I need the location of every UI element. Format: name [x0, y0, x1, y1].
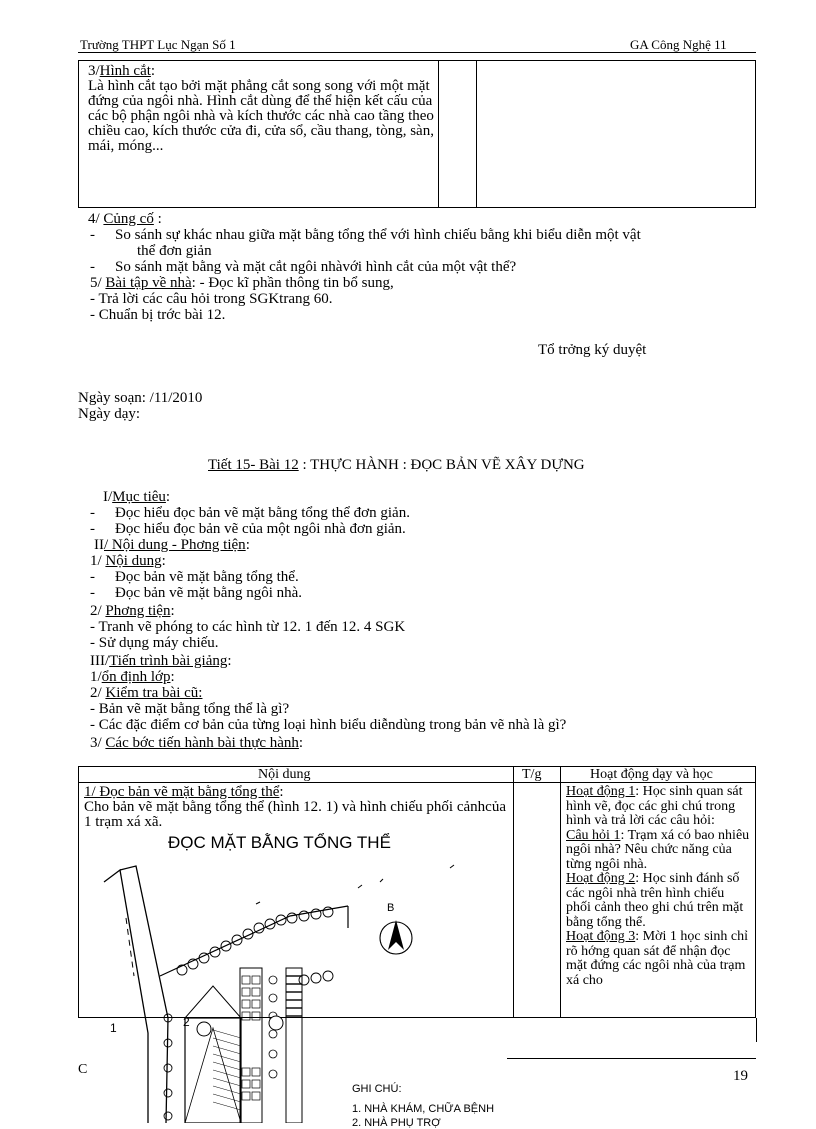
muctieu-dash-1: - [90, 505, 95, 521]
kiemtra-q1: - Bản vẽ mặt bằng tổng thể là gì? [90, 701, 290, 717]
tientrinh-heading: III/Tiến trình bài giảng: [90, 653, 232, 669]
main-table-right-extension [756, 1018, 757, 1042]
page-number: 19 [733, 1068, 748, 1084]
muctieu-item-2: Đọc hiểu đọc bản vẽ của một ngôi nhà đơn giản. [115, 521, 406, 537]
noidung-item-1: Đọc bản vẽ mặt bằng tổng thể. [115, 569, 299, 585]
header-rule [78, 52, 756, 53]
baitap-heading: 5/ Bài tập về nhà: - Đọc kĩ phần thông tin bổ sung, [90, 275, 394, 291]
col-header-noidung: Nội dung [258, 767, 311, 782]
noidung-dash-1: - [90, 569, 95, 585]
cungco-heading: 4/ Củng cố : [88, 211, 162, 227]
phuongtien-heading: 2/ Phơng tiện: [90, 603, 175, 619]
header-school: Trường THPT Lục Ngạn Số 1 [80, 37, 236, 52]
top-table-content: 3/Hình cắt: Là hình cắt tạo bởi mặt phẳng cắt song song với một mặt đứng của ngôi nhà. Hình cắt dùng để thể hiện kết cấu của các bộ phận ngôi nhà và kích thước các nhà cao tầng theo chiều cao, kích thước cửa đi, cửa sổ, cầu thang, tòng, sàn, mái, móng... [88, 63, 434, 154]
muctieu-dash-2: - [90, 521, 95, 537]
muctieu-heading: I/Mục tiêu: [103, 489, 171, 505]
kiemtra-q2: - Các đặc điểm cơ bản của từng loại hình biểu diễndùng trong bản vẽ nhà là gì? [90, 717, 567, 733]
ghichu-label: GHI CHÚ: [352, 1083, 402, 1095]
col-header-tg: T/g [522, 767, 542, 782]
cungco-dash-2: - [90, 259, 95, 275]
main-table-header-rule [78, 782, 756, 783]
figure-title: ĐỌC MẶT BẰNG TỔNG THỂ [168, 833, 391, 852]
ghichu-note-1: 1. NHÀ KHÁM, CHỮA BỆNH [352, 1103, 495, 1115]
doc-ban-ve-text: Cho bản vẽ mặt bằng tổng thể (hình 12. 1) và hình chiếu phối cảnhcủa 1 trạm xá xã. [84, 799, 506, 830]
date-soan: Ngày soạn: /11/2010 [78, 390, 203, 406]
site-plan-drawing [90, 858, 510, 1123]
building-label-1: 1 [110, 1021, 117, 1035]
kiemtra-heading: 2/ Kiểm tra bài cũ: [90, 685, 203, 701]
col-header-hoatdong: Hoạt động dạy và học [590, 767, 713, 782]
lesson-title: Tiết 15- Bài 12 : THỰC HÀNH : ĐỌC BẢN VẼ XÂY DỰNG [208, 457, 585, 473]
signature-line: Tổ trởng ký duyệt [538, 342, 647, 358]
ghichu-note-2: 2. NHÀ PHỤ TRỢ [352, 1117, 441, 1129]
hinh-cat-text: Là hình cắt tạo bởi mặt phẳng cắt song song với một mặt đứng của ngôi nhà. Hình cắt dùng để thể hiện kết cấu của các bộ phận ngôi nhà và kích thước các nhà cao tầng theo chiều cao, kích thước cửa đi, cửa sổ, cầu thang, tòng, sàn, mái, móng... [88, 78, 434, 154]
date-day: Ngày dạy: [78, 406, 141, 422]
cacbuoc-heading: 3/ Các bớc tiến hành bài thực hành: [90, 735, 304, 751]
main-right-cell: Hoạt động 1: Học sinh quan sát hình vẽ, đọc các ghi chú trong hình và trả lời các câu hỏi: Câu hỏi 1: Trạm xá có bao nhiêu ngôi nhà? Nêu chức năng của từng ngôi nhà. Hoạt động 2: Học sinh đánh số các ngôi nhà trên hình chiếu phối cảnh theo ghi chú trên mặt bằng tổng thể. Hoạt động 3: Mời 1 học sinh chỉ rõ hớng quan sát để nhận đọc mặt đứng các ngôi nhà của trạm xá cho [566, 785, 750, 988]
cungco-item-1: So sánh sự khác nhau giữa mặt bằng tổng thể với hình chiếu bằng khi biểu diễn một vật [115, 227, 641, 243]
noidung-item-2: Đọc bản vẽ mặt bằng ngôi nhà. [115, 585, 303, 601]
baitap-line-1: - Trả lời các câu hỏi trong SGKtrang 60. [90, 291, 333, 307]
doc-ban-ve-heading: 1/ Đọc bản vẽ mặt bằng tổng thể [84, 784, 280, 800]
north-label: B [387, 902, 395, 914]
noidung-heading: 1/ Nội dung: [90, 553, 166, 569]
cungco-item-1-cont: thể đơn giản [137, 243, 212, 259]
phuongtien-line-1: - Tranh vẽ phóng to các hình từ 12. 1 đến 12. 4 SGK [90, 619, 406, 635]
cungco-dash-1: - [90, 227, 95, 243]
header-subject: GA Công Nghệ 11 [630, 37, 727, 52]
muctieu-item-1: Đọc hiểu đọc bản vẽ mặt bằng tổng thể đơn giản. [115, 505, 410, 521]
noidung-dash-2: - [90, 585, 95, 601]
baitap-line-2: - Chuẩn bị trớc bài 12. [90, 307, 226, 323]
main-left-cell: 1/ Đọc bản vẽ mặt bằng tổng thể: Cho bản vẽ mặt bằng tổng thể (hình 12. 1) và hình chiếu phối cảnhcủa 1 trạm xá xã. [84, 784, 506, 830]
phuongtien-line-2: - Sử dụng máy chiếu. [90, 635, 219, 651]
ondinh-heading: 1/ổn định lớp: [90, 669, 175, 685]
main-table-divider-1 [513, 766, 514, 1018]
building-label-2: 2 [183, 1015, 190, 1029]
main-table-divider-2 [560, 766, 561, 1018]
footer-rule [507, 1058, 756, 1059]
top-table-divider-2 [476, 60, 477, 208]
noidung-phuongtien-heading: II/ Nội dung - Phơng tiện: [94, 537, 250, 553]
footer-mark: C [78, 1062, 88, 1077]
top-table-divider-1 [438, 60, 439, 208]
cungco-item-2: So sánh mặt bằng và mặt cắt ngôi nhàvới hình cắt của một vật thể? [115, 259, 517, 275]
